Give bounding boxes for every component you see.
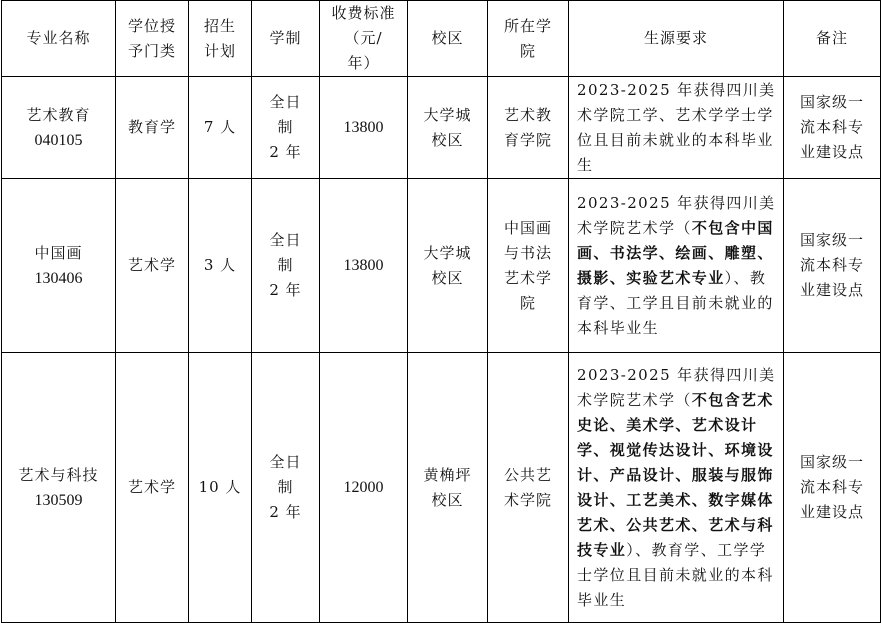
table-row [2,77,881,179]
duration-line2: 制 [277,478,294,496]
cell-requirements [569,179,784,353]
cell-major [2,179,116,353]
header-enrollment-line2: 计划 [203,41,236,60]
cell-duration [252,353,320,623]
header-degree-category [116,1,189,77]
degree-category: 教育学 [127,118,176,136]
cell-campus [408,353,488,623]
cell-campus [408,179,488,353]
cell-major [2,77,116,179]
cell-degree-category [116,77,189,179]
header-fee-line3: 年） [347,54,380,72]
cell-college [488,179,569,353]
college-line3: 艺术学 [503,268,552,287]
duration-line2: 制 [277,256,294,274]
table-row [2,179,881,353]
header-degree-line1: 学位授 [127,16,176,35]
college-line2: 育学院 [503,130,552,149]
cell-college [488,77,569,179]
fee-amount: 12000 [343,479,384,496]
cell-degree-category [116,179,189,353]
duration-line2: 制 [277,118,294,136]
requirements-text: 2023-2025 年获得四川美术学院工学、艺术学学士学位且目前未就业的本科毕业生 [577,81,776,174]
header-duration-text: 学制 [269,29,302,47]
remarks-line1: 国家级一 [799,93,864,111]
cell-requirements [569,77,784,179]
header-duration [252,1,320,77]
remarks-line1: 国家级一 [799,231,864,249]
campus-line1: 大学城 [423,105,472,124]
cell-degree-category [116,353,189,623]
header-major-text: 专业名称 [26,29,91,47]
fee-amount: 13800 [343,119,384,136]
college-line1: 中国画 [503,218,552,237]
remarks-line3: 业建设点 [799,281,864,299]
remarks-line3: 业建设点 [799,143,864,161]
cell-duration [252,77,320,179]
table-row [2,353,881,623]
header-college-line2: 院 [519,41,536,60]
enrollment-count: 10 人 [198,478,242,496]
cell-college [488,353,569,623]
enrollment-count: 7 人 [203,118,237,136]
enrollment-table [1,0,881,623]
duration-line3: 2 年 [269,503,302,521]
campus-line2: 校区 [431,130,464,149]
cell-remarks [784,353,881,623]
header-enrollment [189,1,252,77]
college-line1: 公共艺 [503,465,552,484]
college-line1: 艺术教 [503,105,552,124]
major-name: 中国画 [34,243,83,262]
requirements-exclusions: 不包含艺术史论、美术学、艺术设计学、视觉传达设计、环境设计、产品设计、服装与服饰设计、工艺美术、数字媒体艺术、公共艺术、艺术与科技专业 [577,391,774,559]
cell-campus [408,77,488,179]
cell-enrollment [189,179,252,353]
enrollment-count: 3 人 [203,256,237,274]
cell-fee [320,179,408,353]
cell-major [2,353,116,623]
college-line2: 术学院 [503,490,552,509]
header-fee [320,1,408,77]
header-fee-line2: （元/ [344,29,383,47]
duration-line1: 全日 [269,453,302,471]
requirements-text-tail: ）、教育学、工学学士学位且目前未就业的本科毕业生 [577,541,774,609]
header-college [488,1,569,77]
header-remarks-text: 备注 [815,29,848,47]
campus-line2: 校区 [431,268,464,287]
duration-line3: 2 年 [269,281,302,299]
remarks-line2: 流本科专 [799,478,864,496]
cell-remarks [784,77,881,179]
campus-line2: 校区 [431,490,464,509]
remarks-line1: 国家级一 [799,453,864,471]
duration-line3: 2 年 [269,143,302,161]
requirements-text: 2023-2025 年获得四川美术学院艺术学（ [577,194,776,237]
header-requirements-text: 生源要求 [643,29,708,47]
major-name: 艺术教育 [26,105,91,124]
header-degree-line2: 予门类 [127,41,176,60]
duration-line1: 全日 [269,231,302,249]
requirements-text-tail: ）、教育学、工学且目前未就业的本科毕业生 [577,269,774,337]
college-line4: 院 [519,293,536,312]
requirements-text: 2023-2025 年获得四川美术学院艺术学（ [577,366,776,409]
cell-enrollment [189,353,252,623]
major-name: 艺术与科技 [18,465,99,484]
header-row [2,1,881,77]
cell-enrollment [189,77,252,179]
remarks-line3: 业建设点 [799,503,864,521]
major-code: 130406 [34,269,83,287]
campus-line1: 黄桷坪 [423,465,472,484]
major-code: 130509 [34,491,83,509]
cell-requirements [569,353,784,623]
header-enrollment-line1: 招生 [203,16,236,35]
college-line2: 与书法 [503,243,552,262]
header-remarks [784,1,881,77]
header-major [2,1,116,77]
major-code: 040105 [34,131,83,149]
header-campus [408,1,488,77]
header-requirements [569,1,784,77]
header-campus-text: 校区 [431,29,464,47]
cell-fee [320,353,408,623]
degree-category: 艺术学 [127,478,176,496]
remarks-line2: 流本科专 [799,256,864,274]
cell-duration [252,179,320,353]
requirements-exclusions: 不包含中国画、书法学、绘画、雕塑、摄影、实验艺术专业 [577,219,774,287]
degree-category: 艺术学 [127,256,176,274]
header-fee-line1: 收费标准 [331,4,396,22]
duration-line1: 全日 [269,93,302,111]
cell-fee [320,77,408,179]
campus-line1: 大学城 [423,243,472,262]
cell-remarks [784,179,881,353]
fee-amount: 13800 [343,257,384,274]
remarks-line2: 流本科专 [799,118,864,136]
header-college-line1: 所在学 [503,16,552,35]
